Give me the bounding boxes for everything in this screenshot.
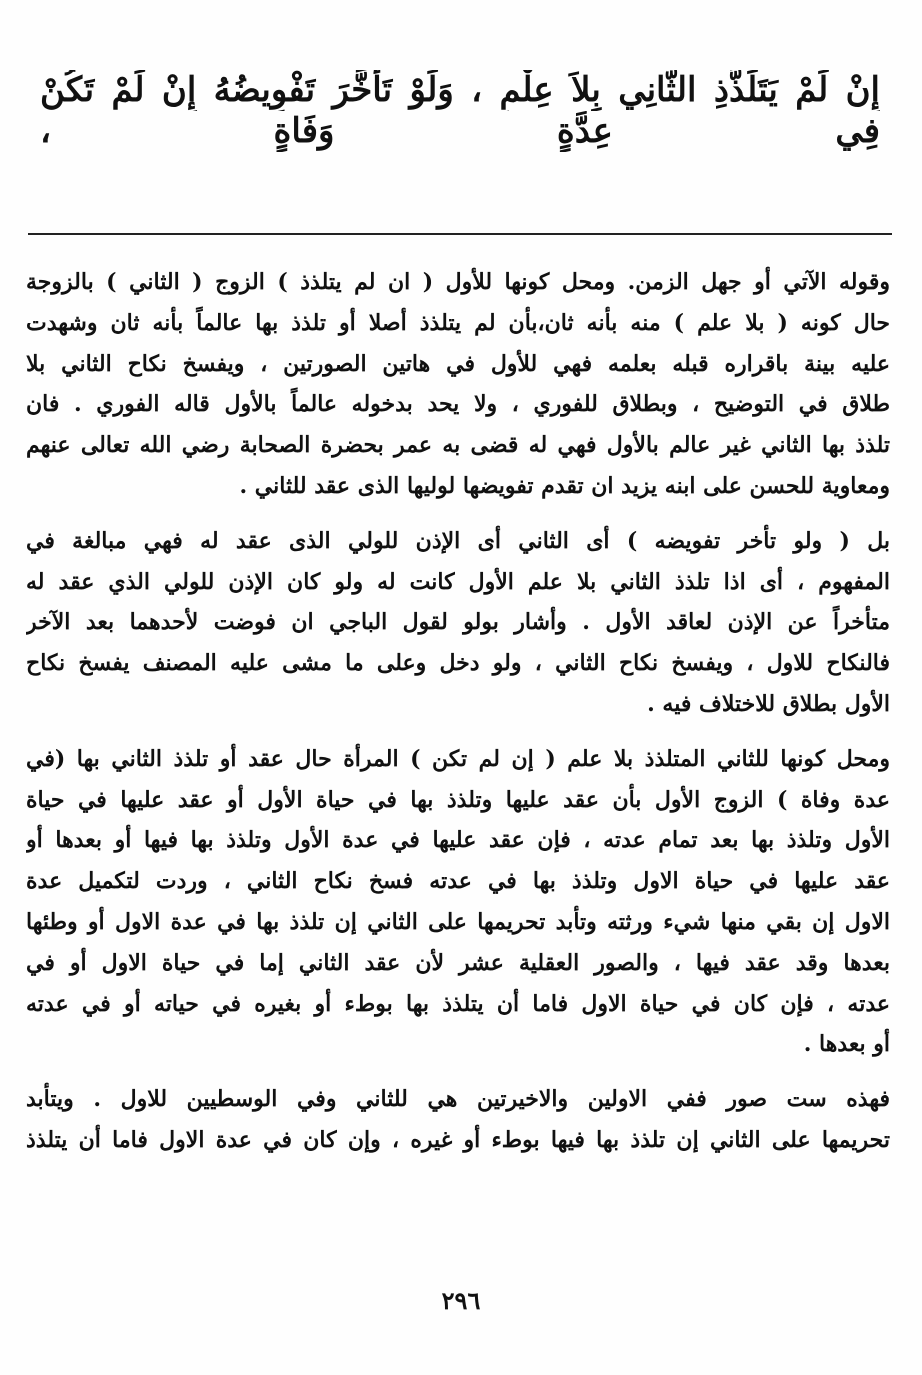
text-line: طلاق في التوضيح ، وبطلاق للفوري ، ولا يحد بدخوله عالماً بالأول قاله الفوري . فان — [26, 391, 890, 418]
text-line: الاول إن بقي منها شيء ورثته وتأبد تحريمها على الثاني إن تلذذ بها في عدة الاول أو وطئها — [26, 908, 890, 935]
text-line: فهذه ست صور ففي الاولين والاخيرتين هي للثاني وفي الوسطيين للاول . ويتأبد — [26, 1086, 890, 1113]
matn-line-1: إِنْ لَمْ يَتَلَذَّذِ الثَّانِي بِلاَ عِلْمٍ ، وَلَوْ تَأَخَّرَ تَفْوِيضُهُ إِنْ لَمْ تَكُنْ — [40, 70, 880, 110]
paragraph-1 — [26, 262, 890, 507]
text-line: الأول بطلاق للاختلاف فيه . — [647, 690, 890, 717]
text-line: ومحل كونها للثاني المتلذذ بلا علم ( إن لم تكن ) المرأة حال عقد أو تلذذ الثاني بها (في — [26, 745, 890, 772]
paragraph-2 — [26, 521, 890, 725]
text-line: عليه بينة باقراره قبله بعلمه فهي للأول في هاتين الصورتين ، ويفسخ نكاح الثاني بلا — [26, 350, 890, 377]
matn-line-2: فِي عِدَّةٍ وَفَاةٍ ، — [40, 110, 880, 151]
text-line: تحريمها على الثاني إن تلذذ بها فيها بوطء أو غيره ، وإن كان في عدة الاول فاما أن يتلذذ — [26, 1126, 890, 1153]
text-line: بل ( ولو تأخر تفويضه ) أى الثاني أى الإذن للولي الذى عقد له فهي مبالغة في — [26, 527, 890, 554]
text-line: فالنكاح للاول ، ويفسخ نكاح الثاني ، ولو دخل وعلى ما مشى عليه المصنف يفسخ نكاح — [26, 650, 890, 677]
text-line: عقد عليها في حياة الاول وتلذذ بها في عدته فسخ نكاح الثاني ، وردت لتكميل عدة — [26, 868, 890, 895]
text-line: المفهوم ، أى اذا تلذذ الثاني بلا علم الأول كانت له ولو كان الإذن للولي الذي عقد له — [26, 568, 890, 595]
paragraph-3 — [26, 739, 890, 1065]
text-line: عدته ، فإن كان في حياة الاول فاما أن يتلذذ بها بوطء أو بغيره في حياته أو في عدته — [26, 990, 890, 1017]
text-line: حال كونه ( بلا علم ) منه بأنه ثان،بأن لم يتلذذ أصلا أو تلذذ بها عالماً بأنه ثان وشهدت — [26, 309, 890, 336]
divider-rule — [28, 233, 892, 235]
matn-header — [40, 70, 880, 152]
text-line: متأخراً عن الإذن لعاقد الأول . وأشار بولو لقول الباجي ان فوضت لأحدهما بعد الآخر — [26, 609, 890, 636]
page-number: ٢٩٦ — [441, 1286, 481, 1315]
text-line: عدة وفاة ) الزوج الأول بأن عقد عليها وتلذذ بها في حياة الأول أو عقد عليها في حياة — [26, 786, 890, 813]
text-line: وقوله الآتي أو جهل الزمن. ومحل كونها للأول ( ان لم يتلذذ ) الزوج ( الثاني ) بالزوجة — [26, 269, 890, 295]
text-line: أو بعدها . — [803, 1031, 890, 1058]
text-line: تلذذ بها الثاني غير عالم بالأول فهي له قضى به عمر بحضرة الصحابة رضي الله تعالى عنهم — [26, 432, 890, 459]
text-line: الأول وتلذذ بها بعد تمام عدته ، فإن عقد عليها في عدة الأول وتلذذ بها فيها أو بعدها أو — [26, 827, 890, 854]
paragraph-4 — [26, 1079, 890, 1161]
text-line: بعدها وقد عقد فيها ، والصور العقلية عشر لأن عقد الثاني إما في حياة الاول أو في — [26, 949, 890, 976]
text-line: ومعاوية للحسن على ابنه يزيد ان تقدم تفويضها لوليها الذى عقد للثاني . — [239, 472, 890, 499]
commentary-body — [26, 262, 890, 1161]
